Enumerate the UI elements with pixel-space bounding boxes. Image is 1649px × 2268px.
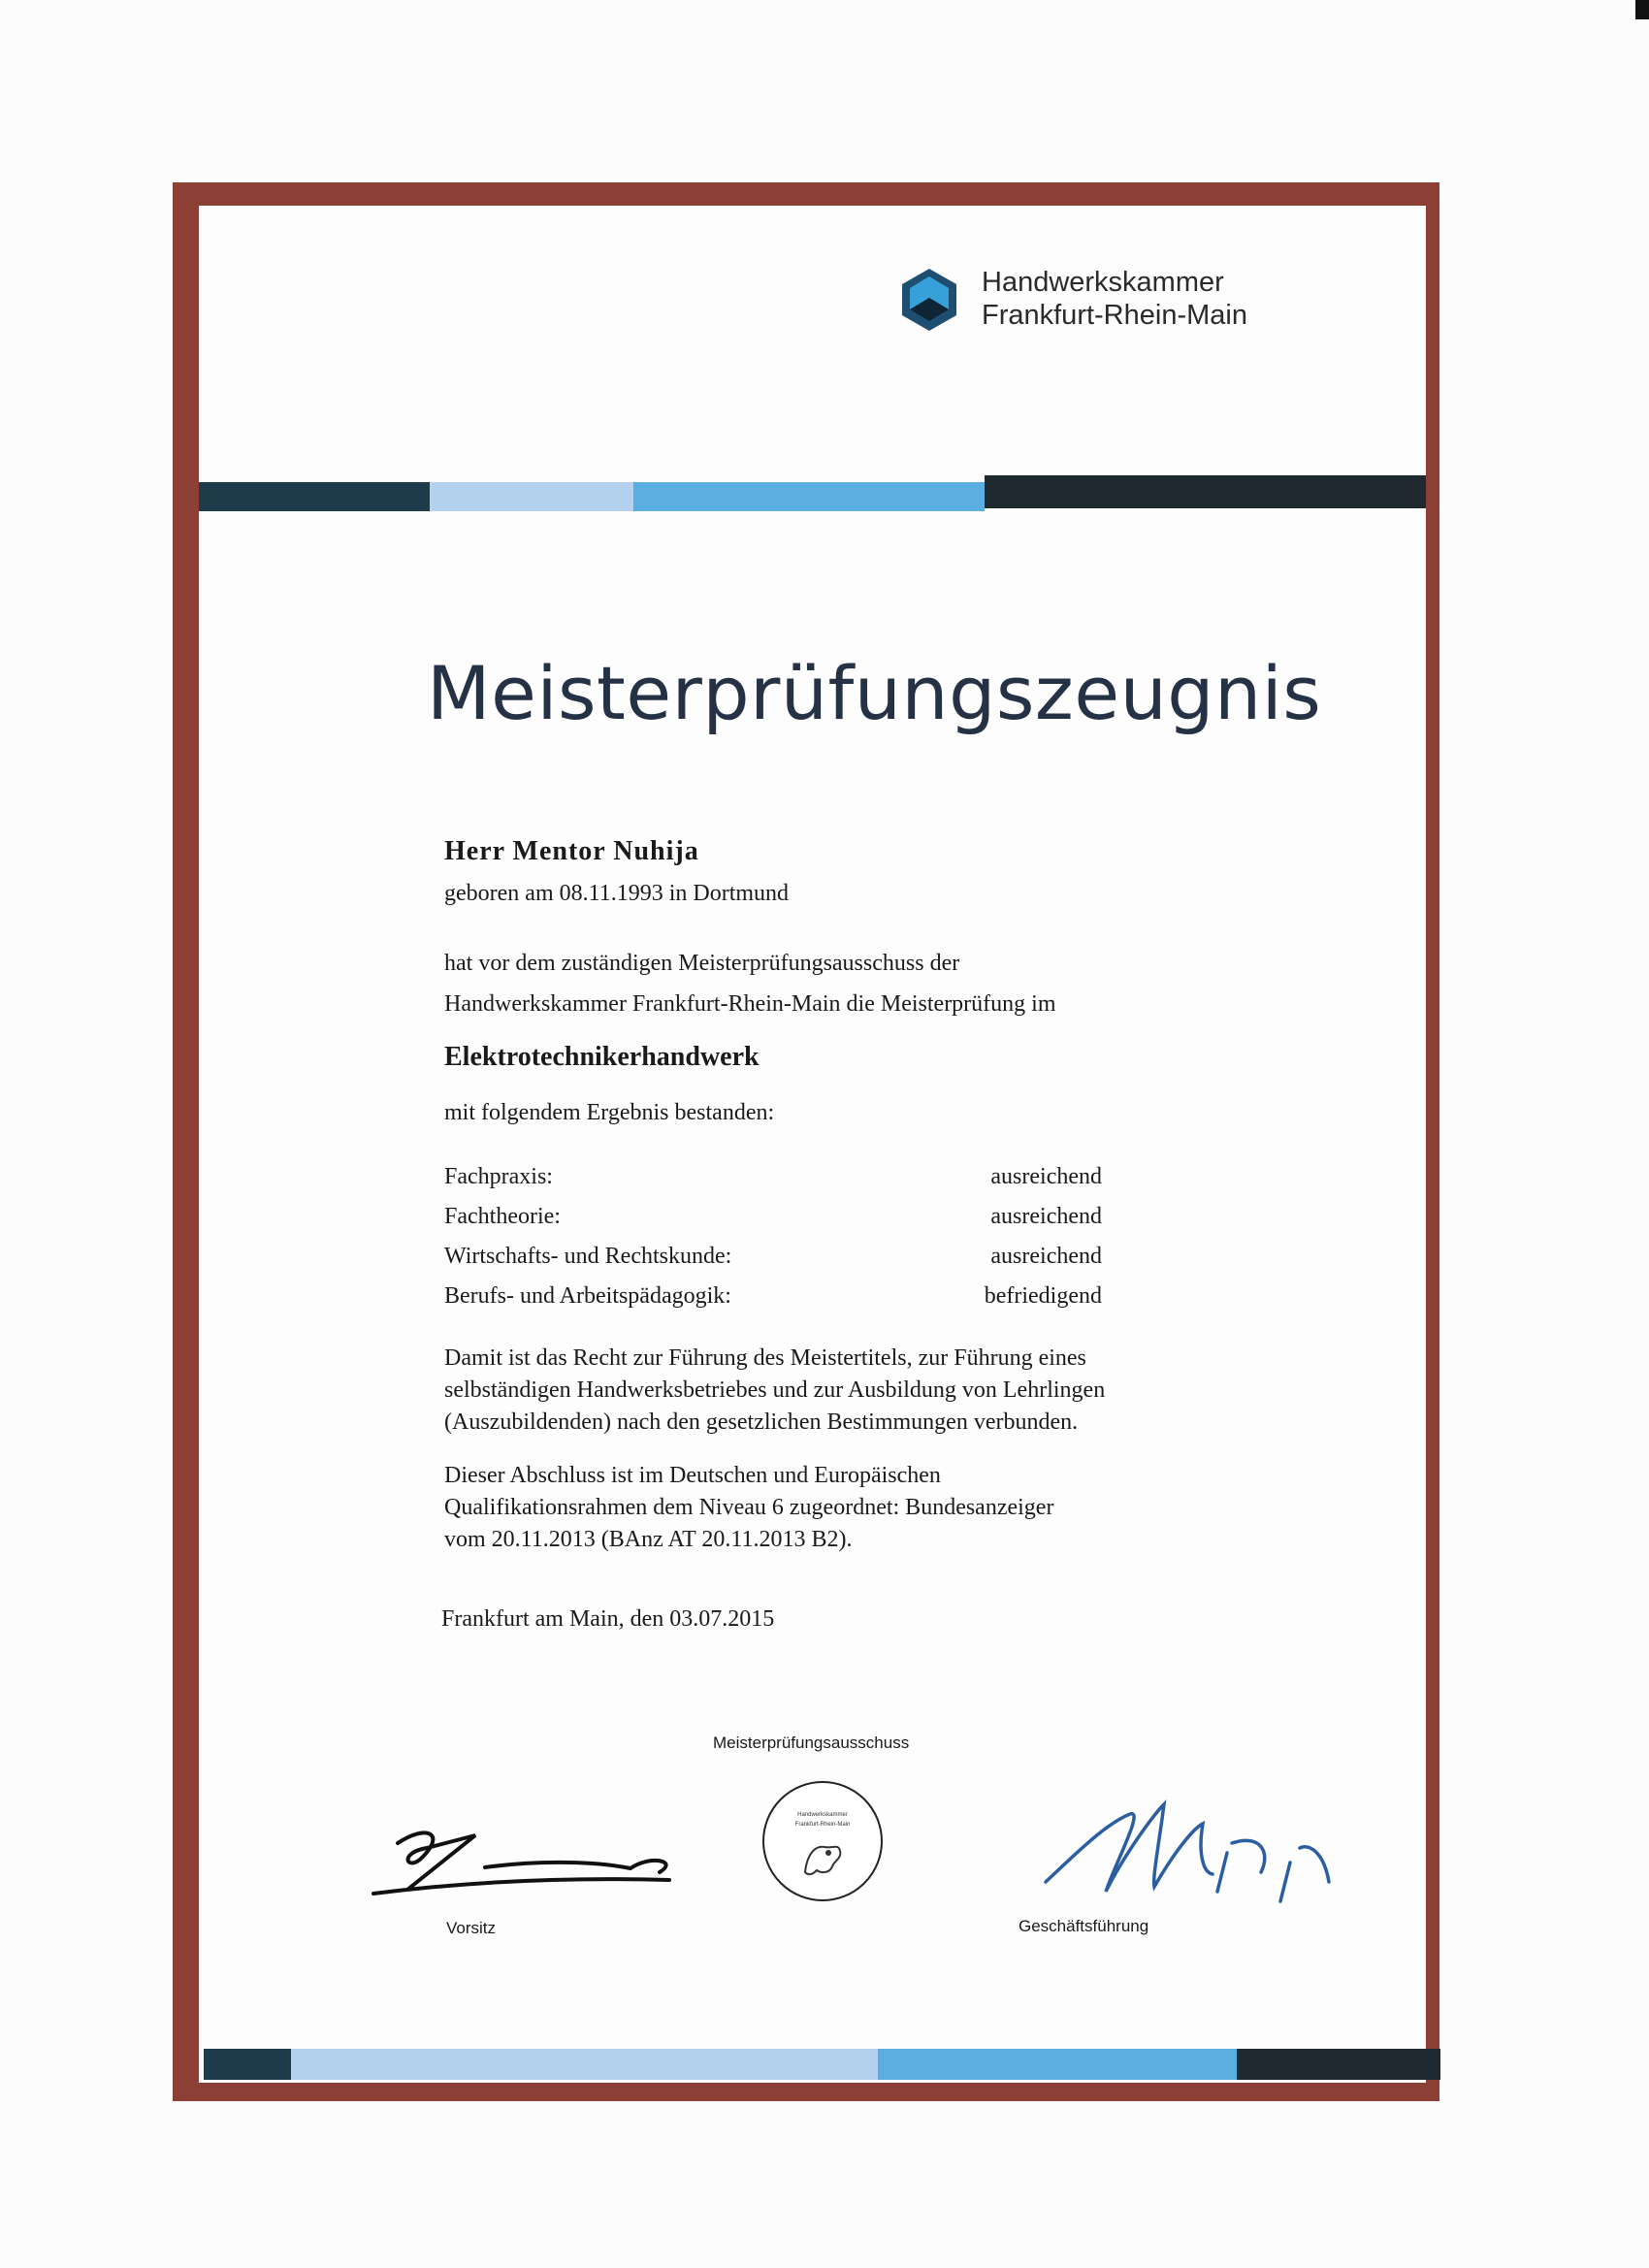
result-grade: ausreichend [990, 1164, 1102, 1189]
place-and-date: Frankfurt am Main, den 03.07.2015 [441, 1606, 775, 1632]
management-label: Geschäftsführung [1018, 1917, 1149, 1935]
result-subject: Fachpraxis: [444, 1164, 553, 1189]
chamber-logo [902, 267, 1261, 335]
result-subject: Berufs- und Arbeitspädagogik: [444, 1283, 731, 1309]
recipient-name: Herr Mentor Nuhija [444, 836, 699, 866]
qualification-paragraph [444, 1460, 1053, 1556]
top-bar-dark [199, 482, 430, 511]
intro-line1: hat vor dem zuständigen Meisterprüfungsausschuss der [444, 951, 960, 976]
rights-line3: (Auszubildenden) nach den gesetzlichen Bestimmungen verbunden. [444, 1409, 1079, 1435]
bottom-bar-light [291, 2049, 878, 2080]
chamber-name-line1: Handwerkskammer [982, 267, 1224, 298]
qualification-line2: Qualifikationsrahmen dem Niveau 6 zugeordnet: Bundesanzeiger [444, 1495, 1054, 1520]
document-title: Meisterprüfungszeugnis [427, 650, 1322, 736]
craft-name: Elektrotechnikerhandwerk [444, 1042, 760, 1072]
top-bar-black [985, 475, 1426, 508]
result-subject: Wirtschafts- und Rechtskunde: [444, 1244, 732, 1269]
result-grade: ausreichend [990, 1204, 1102, 1229]
top-bar-light [430, 482, 633, 511]
rights-paragraph [444, 1343, 1105, 1439]
result-grade: ausreichend [990, 1244, 1102, 1269]
bottom-bar-dark [204, 2049, 291, 2080]
qualification-line3: vom 20.11.2013 (BAnz AT 20.11.2013 B2). [444, 1527, 853, 1552]
rights-line2: selbständigen Handwerksbetriebes und zur Ausbildung von Lehrlingen [444, 1377, 1106, 1403]
lion-emblem-icon [799, 1835, 846, 1878]
chamber-seal [762, 1781, 883, 1901]
chair-signature [369, 1814, 689, 1901]
chamber-name-line2: Frankfurt-Rhein-Main [982, 300, 1247, 331]
seal-line2: Frankfurt-Rhein-Main [794, 1822, 851, 1828]
bottom-bar-mid [878, 2049, 1237, 2080]
top-bar-mid [633, 482, 985, 511]
rights-line1: Damit ist das Recht zur Führung des Meistertitels, zur Führung eines [444, 1345, 1086, 1371]
result-grade: befriedigend [984, 1283, 1102, 1309]
intro-line2: Handwerkskammer Frankfurt-Rhein-Main die Meisterprüfung im [444, 991, 1056, 1017]
management-signature [1038, 1795, 1339, 1911]
seal-line1: Handwerkskammer [797, 1812, 848, 1818]
scan-edge-mark [1635, 0, 1649, 19]
bottom-bar-black [1237, 2049, 1440, 2080]
result-subject: Fachtheorie: [444, 1204, 561, 1229]
committee-label: Meisterprüfungsausschuss [713, 1733, 910, 1752]
result-intro: mit folgendem Ergebnis bestanden: [444, 1100, 775, 1125]
chair-label: Vorsitz [446, 1919, 497, 1937]
recipient-birth: geboren am 08.11.1993 in Dortmund [444, 881, 790, 906]
qualification-line1: Dieser Abschluss ist im Deutschen und Europäischen [444, 1463, 941, 1488]
chamber-logo-icon [902, 269, 956, 331]
